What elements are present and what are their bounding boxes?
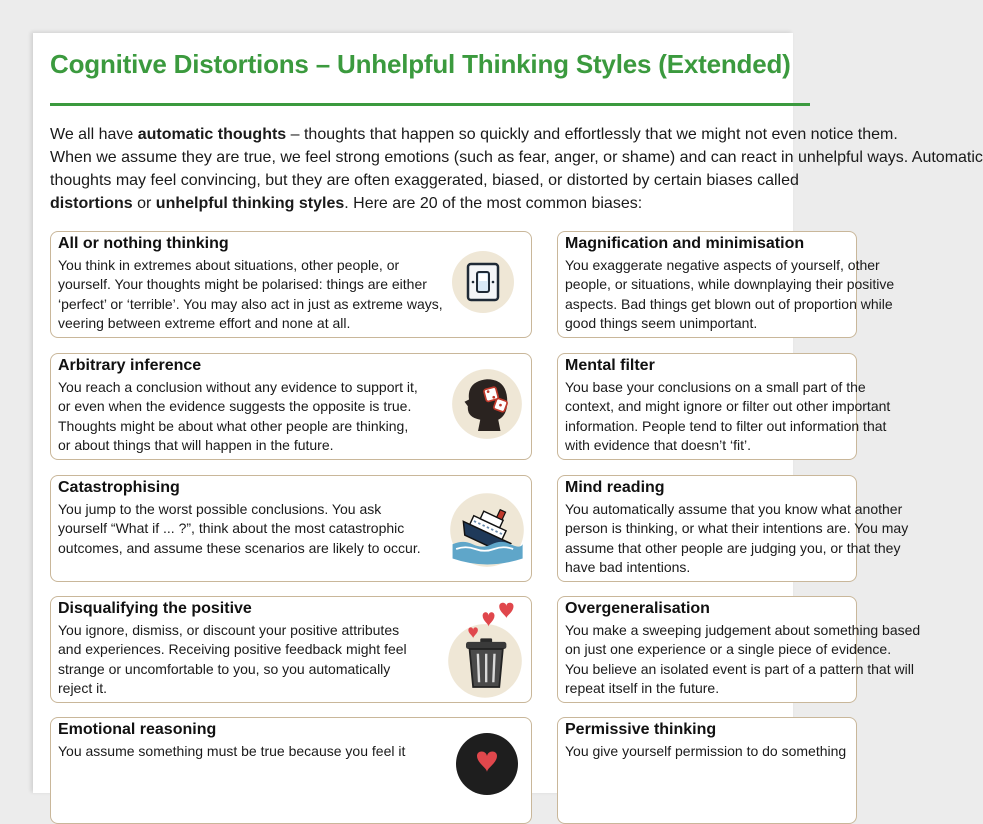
card-line: You believe an isolated event is part of a pattern that will [565,660,914,677]
heart-icon [455,732,519,796]
card-line: You think in extremes about situations, other people, or [58,257,400,273]
card-line: people, or situations, while downplaying their positive [565,276,895,293]
card-line: You give yourself permission to do something [565,743,847,759]
card-line: have bad intentions. [565,558,691,575]
card-body [58,742,405,761]
card-line: You jump to the worst possible conclusions. You ask [58,501,382,517]
card-line: with evidence that doesn’t ‘fit’. [565,436,751,453]
card-permissive-thinking [557,717,857,824]
card-line: strange or uncomfortable to you, so you automatically [58,660,391,677]
card-line: repeat itself in the future. [565,679,720,696]
card-heading: Mental filter [565,357,655,374]
card-heading: Magnification and minimisation [565,235,805,252]
card-line: information. People tend to filter out information that [565,417,887,434]
card-body [565,256,894,333]
card-magnification-minimisation [557,231,895,338]
card-heading: Catastrophising [58,479,180,496]
card-heading: All or nothing thinking [58,235,229,252]
card-line: You reach a conclusion without any evidence to support it, [58,379,418,395]
card-heading: Overgeneralisation [565,600,710,617]
worksheet-page [33,33,983,793]
card-heading: Permissive thinking [565,721,717,738]
card-mental-filter [557,353,891,460]
card-line: reject it. [58,679,108,696]
page-title: Cognitive Distortions – Unhelpful Thinking Styles (Extended) [50,49,791,79]
head-with-dice-icon [451,368,523,440]
card-line: You assume something must be true because you feel it [58,743,406,759]
title-divider [50,103,810,106]
card-line: You make a sweeping judgement about something based [565,622,921,638]
card-overgeneralisation [557,596,921,703]
card-line: good things seem unimportant. [565,314,758,331]
intro-line-3: thoughts may feel convincing, but they are often exaggerated, biased, or distorted by certain biases called [50,172,799,189]
trash-can-hearts-icon [447,599,523,699]
intro-text: – thoughts that happen so quickly and effortlessly that we might not even notice them. [286,126,898,143]
card-body [58,378,418,455]
intro-bold-term: automatic thoughts [137,126,287,143]
card-line: and experiences. Receiving positive feedback might feel [58,641,407,658]
card-line: person is thinking, or what their intentions are. You may [565,520,909,537]
intro-paragraph [50,123,983,215]
card-line: Thoughts might be about what other people are thinking, [58,417,409,434]
card-line: aspects. Bad things get blown out of proportion while [565,295,893,312]
sinking-ship-icon [449,492,525,568]
card-heading: Emotional reasoning [58,721,217,738]
card-all-or-nothing [50,231,532,338]
card-arbitrary-inference [50,353,532,460]
card-line: You automatically assume that you know what another [565,501,903,517]
card-heading: Disqualifying the positive [58,600,252,617]
card-heading: Mind reading [565,479,665,496]
card-line: You exaggerate negative aspects of yourself, other [565,257,880,273]
card-body [565,378,890,455]
card-disqualifying-positive [50,596,532,703]
card-line: yourself. Your thoughts might be polarised: things are either [58,276,427,293]
intro-line-2: When we assume they are true, we feel strong emotions (such as fear, anger, or shame) and can react in unhelpful ways. Automatic [50,149,983,166]
card-body [58,500,421,558]
card-body [565,621,920,698]
card-line: on just one experience or a single piece of evidence. [565,641,892,658]
card-emotional-reasoning [50,717,532,824]
intro-bold-term: distortions [50,195,133,212]
card-line: outcomes, and assume these scenarios are likely to occur. [58,539,421,556]
card-heading: Arbitrary inference [58,357,202,374]
light-switch-icon [451,250,515,314]
card-line: context, and might ignore or filter out other important [565,398,891,415]
card-body [58,621,407,698]
card-line: veering between extreme effort and none at all. [58,314,351,331]
card-line: You base your conclusions on a small part of the [565,379,866,395]
card-line: or about things that will happen in the future. [58,436,334,453]
card-body [565,742,846,761]
card-mind-reading [557,475,909,582]
card-line: or even when the evidence suggests the opposite is true. [58,398,412,415]
intro-text: or [132,195,156,212]
intro-text: . Here are 20 of the most common biases: [344,195,643,212]
intro-line-4 [50,192,810,215]
card-body [565,500,908,577]
card-line: ‘perfect’ or ‘terrible’. You may also act in just as extreme ways, [58,295,443,312]
card-line: assume that other people are judging you, or that they [565,539,901,556]
intro-text: We all have [50,126,138,143]
card-catastrophising [50,475,532,582]
card-body [58,256,443,333]
card-line: yourself “What if ... ?”, think about the most catastrophic [58,520,405,537]
intro-line-1 [50,123,898,146]
card-line: You ignore, dismiss, or discount your positive attributes [58,622,400,638]
intro-bold-term: unhelpful thinking styles [155,195,345,212]
